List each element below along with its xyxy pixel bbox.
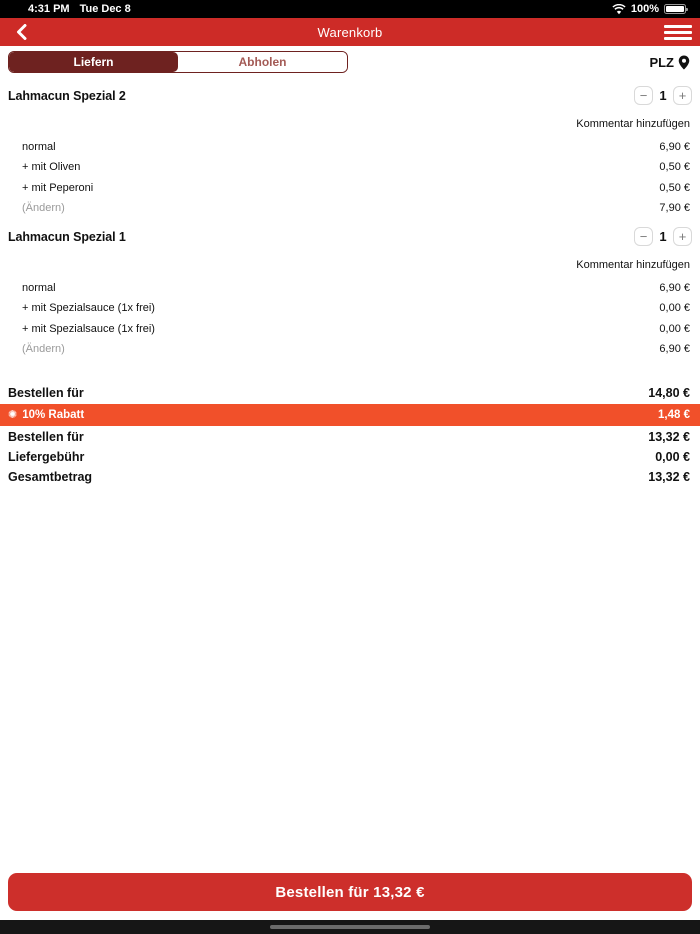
bottom-system-bar: [0, 920, 700, 934]
decrease-quantity-button[interactable]: −: [634, 227, 653, 246]
change-item-link[interactable]: (Ändern): [22, 343, 65, 355]
item-option-row: + mit Peperoni 0,50 €: [22, 181, 690, 194]
status-left: [28, 3, 131, 15]
hamburger-icon: [664, 25, 692, 28]
item-option-row: + mit Spezialsauce (1x frei) 0,00 €: [22, 322, 690, 335]
item-name: Lahmacun Spezial 1: [8, 229, 126, 244]
item-option-row: + mit Spezialsauce (1x frei) 0,00 €: [22, 302, 690, 314]
decrease-quantity-button[interactable]: −: [634, 86, 653, 105]
option-price: 0,50 €: [659, 181, 690, 194]
item-name: Lahmacun Spezial 2: [8, 88, 126, 103]
option-price: 6,90 €: [659, 281, 690, 294]
totals-section: [0, 383, 700, 487]
status-right: [612, 3, 686, 15]
quantity-value: 1: [659, 229, 667, 244]
discount-row: [0, 404, 700, 426]
item-option-row: normal 6,90 €: [22, 281, 690, 294]
battery-icon: [664, 4, 686, 14]
toolbar-row: [0, 46, 700, 73]
quantity-value: 1: [659, 88, 667, 103]
discount-label: 10% Rabatt: [22, 409, 85, 421]
home-indicator[interactable]: [270, 925, 430, 929]
option-price: 0,00 €: [659, 322, 690, 335]
order-button[interactable]: Bestellen für 13,32 €: [8, 873, 692, 911]
increase-quantity-button[interactable]: +: [673, 227, 692, 246]
quantity-stepper: [634, 86, 692, 105]
delivery-mode-toggle: [8, 51, 348, 73]
hamburger-menu-button[interactable]: [664, 18, 692, 46]
item-subtotal: 7,90 €: [659, 202, 690, 214]
discounted-subtotal-row: Bestellen für 13,32 €: [8, 430, 690, 444]
tab-liefern[interactable]: Liefern: [9, 52, 178, 72]
cart-item: [0, 218, 700, 359]
grand-total-row: Gesamtbetrag 13,32 €: [8, 470, 690, 484]
increase-quantity-button[interactable]: +: [673, 86, 692, 105]
app-header: [0, 18, 700, 46]
battery-percent: 100%: [630, 3, 659, 15]
plz-label: PLZ: [649, 54, 674, 70]
subtotal-row: Bestellen für 14,80 €: [8, 386, 690, 400]
cart-list: [0, 73, 700, 487]
item-subtotal-row: [0, 335, 700, 356]
status-bar: [0, 0, 700, 18]
add-comment-link[interactable]: Kommentar hinzufügen: [576, 118, 690, 130]
cart-item: [0, 77, 700, 218]
wifi-icon: [612, 4, 626, 15]
location-pin-icon: [678, 55, 690, 70]
add-comment-link[interactable]: Kommentar hinzufügen: [576, 259, 690, 271]
option-price: 0,00 €: [659, 302, 690, 314]
chevron-left-icon: [16, 24, 27, 40]
tab-abholen[interactable]: Abholen: [178, 52, 347, 72]
item-option-row: + mit Oliven 0,50 €: [22, 161, 690, 173]
option-price: 6,90 €: [659, 140, 690, 153]
option-price: 0,50 €: [659, 161, 690, 173]
quantity-stepper: [634, 227, 692, 246]
clock-text: 4:31 PM: [28, 3, 70, 15]
page-title: Warenkorb: [317, 24, 383, 40]
item-subtotal-row: [0, 194, 700, 215]
discount-value: 1,48 €: [658, 409, 690, 421]
item-option-row: normal 6,90 €: [22, 140, 690, 153]
discount-badge-icon: ✺: [8, 408, 18, 421]
back-button[interactable]: [6, 18, 36, 46]
date-text: Tue Dec 8: [79, 3, 131, 15]
change-item-link[interactable]: (Ändern): [22, 202, 65, 214]
item-subtotal: 6,90 €: [659, 343, 690, 355]
delivery-fee-row: Liefergebühr 0,00 €: [8, 450, 690, 464]
plz-selector[interactable]: [649, 55, 690, 70]
